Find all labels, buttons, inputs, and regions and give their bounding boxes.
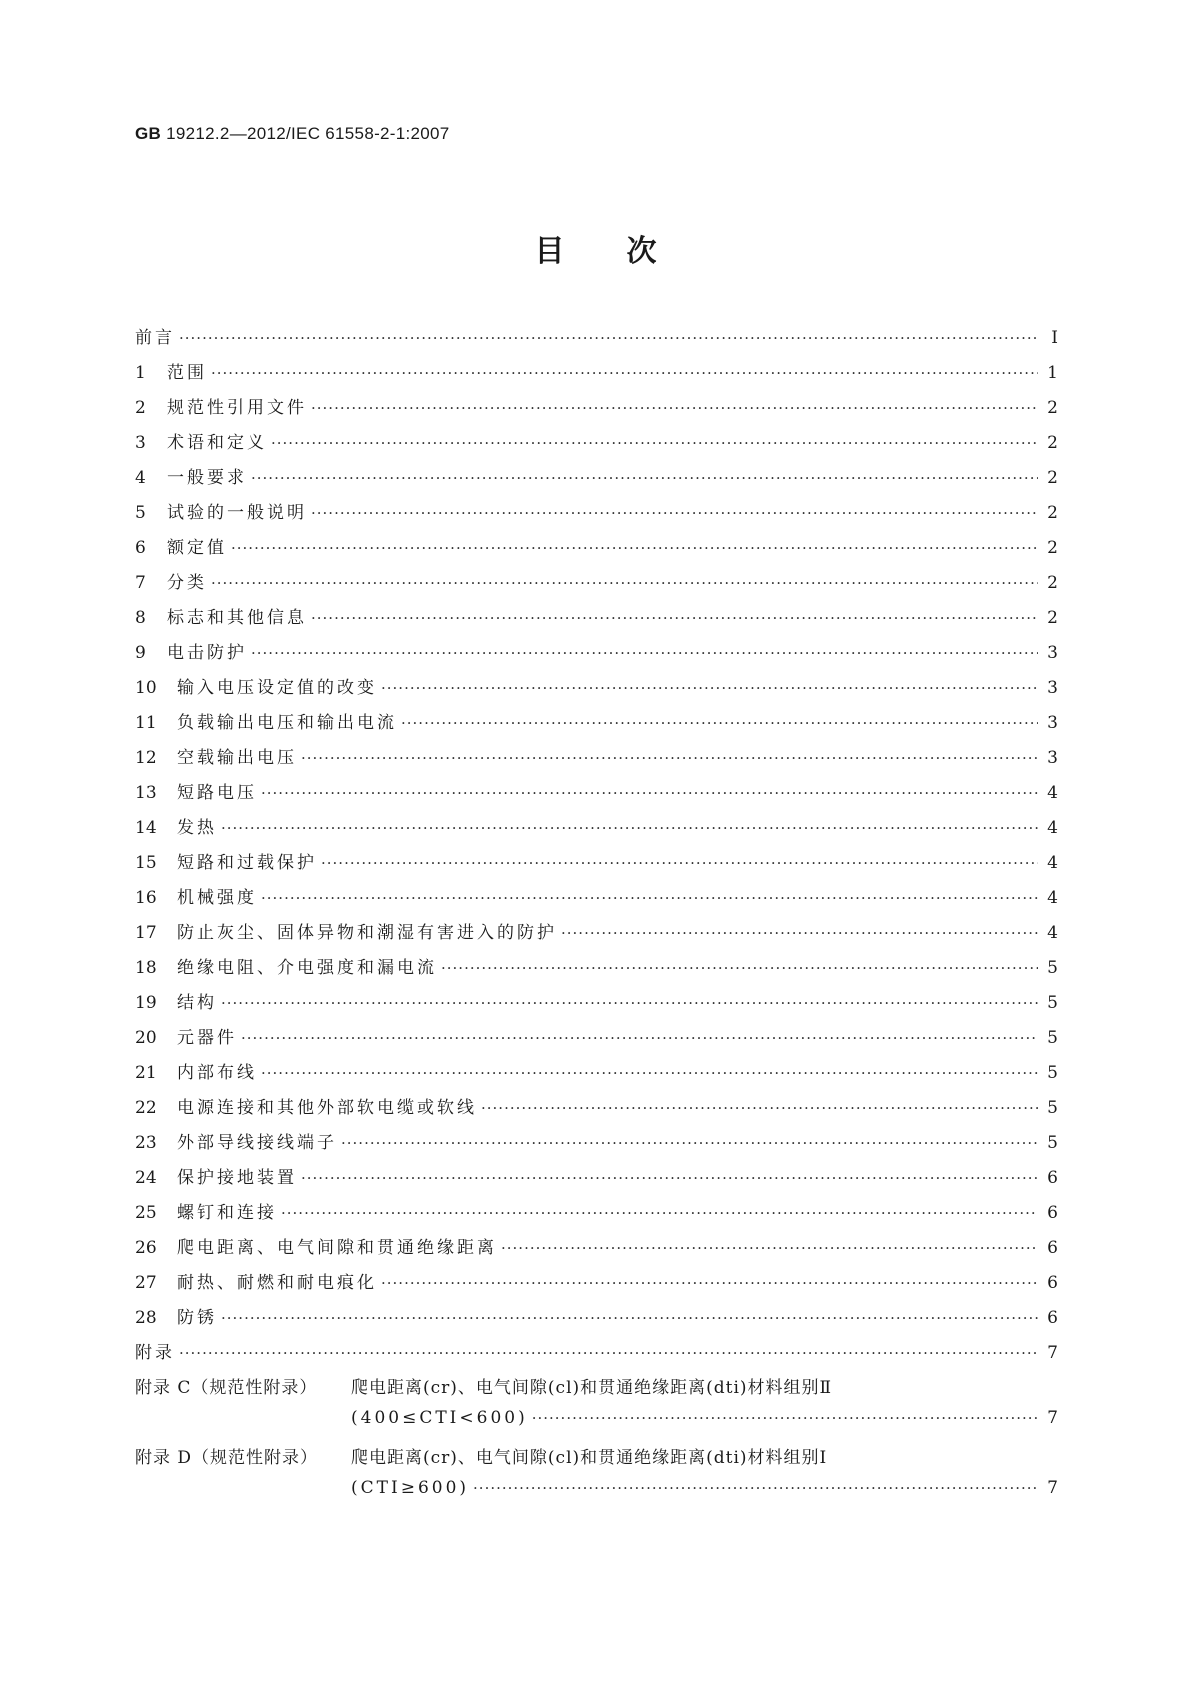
toc-entry-label: 前言 (135, 328, 175, 348)
toc-entry[interactable] (135, 358, 1058, 393)
toc-entry-label: 结构 (177, 993, 217, 1013)
toc-entry-number: 9 (135, 643, 146, 663)
toc-entry-number: 15 (135, 853, 157, 873)
toc-entry[interactable] (135, 813, 1058, 848)
toc-entry[interactable] (135, 638, 1058, 673)
toc-entry-page: 2 (1047, 468, 1058, 488)
toc-entry-number: 26 (135, 1238, 157, 1258)
toc-entry[interactable] (135, 1128, 1058, 1163)
leader-dots (311, 609, 1038, 627)
leader-dots (221, 1309, 1038, 1327)
toc-entry[interactable] (135, 708, 1058, 743)
toc-entry-label: 额定值 (167, 538, 227, 558)
toc-entry-number: 1 (135, 363, 146, 383)
toc-entry-page: Ⅰ (1051, 328, 1058, 348)
toc-entry-label: 保护接地装置 (177, 1168, 297, 1188)
leader-dots (321, 854, 1038, 872)
toc-entry-page: 4 (1047, 783, 1058, 803)
toc-entry[interactable] (135, 848, 1058, 883)
toc-entry-page: 6 (1047, 1238, 1058, 1258)
leader-dots (311, 399, 1038, 417)
leader-dots (179, 329, 1038, 347)
toc-entry-number: 2 (135, 398, 146, 418)
toc-entry-page: 5 (1047, 1098, 1058, 1118)
toc-entry-annex-d[interactable] (135, 1443, 1058, 1513)
leader-dots (211, 364, 1038, 382)
annex-d-subtitle: (CTI≥600) (351, 1478, 470, 1498)
annex-c-tag: 附录 C（规范性附录） (135, 1378, 318, 1398)
leader-dots (281, 1204, 1038, 1222)
toc-entry-number: 24 (135, 1168, 157, 1188)
toc-entry-page: 5 (1047, 1063, 1058, 1083)
leader-dots (501, 1239, 1038, 1257)
toc-entry[interactable] (135, 568, 1058, 603)
toc-entry[interactable] (135, 673, 1058, 708)
toc-entry[interactable] (135, 778, 1058, 813)
toc-entry[interactable] (135, 1023, 1058, 1058)
toc-entry-page: 3 (1047, 643, 1058, 663)
toc-entry[interactable] (135, 953, 1058, 988)
toc-entry[interactable] (135, 1163, 1058, 1198)
leader-dots (381, 679, 1038, 697)
toc-entry-number: 17 (135, 923, 157, 943)
toc-entry-label: 范围 (167, 363, 207, 383)
leader-dots (261, 1064, 1038, 1082)
toc-entry-page: 5 (1047, 958, 1058, 978)
toc-entry-page: 2 (1047, 503, 1058, 523)
leader-dots (221, 819, 1038, 837)
toc-entry-label: 附录 (135, 1343, 175, 1363)
leader-dots (221, 994, 1038, 1012)
standard-code-number: 19212.2—2012/IEC 61558-2-1:2007 (166, 124, 450, 143)
toc-entry-page: 3 (1047, 748, 1058, 768)
toc-entry-label: 试验的一般说明 (167, 503, 307, 523)
annex-d-title: 爬电距离(cr)、电气间隙(cl)和贯通绝缘距离(dti)材料组别Ⅰ (351, 1448, 828, 1468)
leader-dots (251, 469, 1038, 487)
toc-entry-page: 5 (1047, 993, 1058, 1013)
table-of-contents (135, 323, 1058, 1513)
leader-dots (261, 889, 1038, 907)
toc-entry[interactable] (135, 1058, 1058, 1093)
toc-entry[interactable] (135, 393, 1058, 428)
standard-code (135, 124, 450, 144)
toc-entry-label: 分类 (167, 573, 207, 593)
toc-entry-number: 10 (135, 678, 157, 698)
leader-dots (301, 749, 1038, 767)
toc-entry-page: 3 (1047, 713, 1058, 733)
toc-entry-page: 2 (1047, 573, 1058, 593)
leader-dots (179, 1344, 1038, 1362)
toc-entry-page: 4 (1047, 818, 1058, 838)
toc-entry-page: 6 (1047, 1203, 1058, 1223)
annex-c-page: 7 (1047, 1408, 1058, 1428)
toc-entry-label: 输入电压设定值的改变 (177, 678, 377, 698)
toc-items (135, 358, 1058, 1338)
annex-c-subtitle: (400≤CTI<600) (351, 1408, 528, 1428)
toc-entry[interactable] (135, 1093, 1058, 1128)
toc-entry-number: 14 (135, 818, 157, 838)
toc-entry-page: 2 (1047, 608, 1058, 628)
toc-entry-number: 4 (135, 468, 146, 488)
toc-entry-page: 1 (1047, 363, 1058, 383)
leader-dots (401, 714, 1038, 732)
toc-entry-page: 2 (1047, 398, 1058, 418)
toc-entry[interactable] (135, 1233, 1058, 1268)
toc-entry[interactable] (135, 1198, 1058, 1233)
toc-entry-annex-c[interactable] (135, 1373, 1058, 1443)
toc-entry-number: 16 (135, 888, 157, 908)
toc-entry[interactable] (135, 918, 1058, 953)
toc-entry-foreword[interactable] (135, 323, 1058, 358)
toc-entry-number: 8 (135, 608, 146, 628)
leader-dots (441, 959, 1038, 977)
toc-entry-number: 18 (135, 958, 157, 978)
toc-entry-number: 5 (135, 503, 146, 523)
toc-entry-number: 11 (135, 713, 157, 733)
toc-entry-label: 电源连接和其他外部软电缆或软线 (177, 1098, 477, 1118)
toc-entry[interactable] (135, 743, 1058, 778)
toc-entry-label: 标志和其他信息 (167, 608, 307, 628)
toc-entry-annex[interactable] (135, 1338, 1058, 1373)
leader-dots (301, 1169, 1038, 1187)
toc-entry[interactable] (135, 883, 1058, 918)
toc-entry-number: 20 (135, 1028, 157, 1048)
toc-entry-page: 2 (1047, 538, 1058, 558)
toc-entry-label: 术语和定义 (167, 433, 267, 453)
leader-dots (561, 924, 1038, 942)
leader-dots (311, 504, 1038, 522)
toc-entry-label: 防锈 (177, 1308, 217, 1328)
toc-entry-label: 防止灰尘、固体异物和潮湿有害进入的防护 (177, 923, 557, 943)
annex-c-title: 爬电距离(cr)、电气间隙(cl)和贯通绝缘距离(dti)材料组别Ⅱ (351, 1378, 833, 1398)
toc-entry-label: 短路电压 (177, 783, 257, 803)
toc-entry-label: 外部导线接线端子 (177, 1133, 337, 1153)
toc-entry-label: 螺钉和连接 (177, 1203, 277, 1223)
toc-entry[interactable] (135, 1268, 1058, 1303)
toc-entry-number: 22 (135, 1098, 157, 1118)
leader-dots (241, 1029, 1038, 1047)
toc-entry-label: 元器件 (177, 1028, 237, 1048)
leader-dots (271, 434, 1038, 452)
toc-entry[interactable] (135, 428, 1058, 463)
toc-entry-page: 2 (1047, 433, 1058, 453)
leader-dots (532, 1409, 1038, 1427)
toc-entry-number: 27 (135, 1273, 157, 1293)
toc-entry[interactable] (135, 603, 1058, 638)
toc-entry-number: 28 (135, 1308, 157, 1328)
toc-entry-label: 耐热、耐燃和耐电痕化 (177, 1273, 377, 1293)
toc-entry[interactable] (135, 533, 1058, 568)
leader-dots (473, 1479, 1038, 1497)
toc-entry-label: 爬电距离、电气间隙和贯通绝缘距离 (177, 1238, 497, 1258)
toc-entry-number: 23 (135, 1133, 157, 1153)
toc-entry-label: 绝缘电阻、介电强度和漏电流 (177, 958, 437, 978)
toc-entry-number: 12 (135, 748, 157, 768)
leader-dots (251, 644, 1038, 662)
leader-dots (211, 574, 1038, 592)
toc-entry-label: 规范性引用文件 (167, 398, 307, 418)
toc-entry-page: 7 (1047, 1343, 1058, 1363)
annex-d-page: 7 (1047, 1478, 1058, 1498)
standard-code-prefix: GB (135, 124, 162, 143)
page-title: 目次 (534, 234, 719, 269)
toc-entry-page: 6 (1047, 1168, 1058, 1188)
toc-entry-label: 空载输出电压 (177, 748, 297, 768)
leader-dots (381, 1274, 1038, 1292)
toc-entry-number: 19 (135, 993, 157, 1013)
leader-dots (261, 784, 1038, 802)
annex-d-tag: 附录 D（规范性附录） (135, 1448, 319, 1468)
toc-entry-label: 机械强度 (177, 888, 257, 908)
toc-entry-page: 4 (1047, 888, 1058, 908)
toc-entry-page: 6 (1047, 1308, 1058, 1328)
toc-entry[interactable] (135, 463, 1058, 498)
toc-entry-number: 6 (135, 538, 146, 558)
leader-dots (481, 1099, 1038, 1117)
toc-entry-page: 5 (1047, 1133, 1058, 1153)
toc-entry-number: 3 (135, 433, 146, 453)
toc-entry-number: 25 (135, 1203, 157, 1223)
toc-entry-number: 21 (135, 1063, 157, 1083)
toc-entry-page: 3 (1047, 678, 1058, 698)
toc-entry-label: 内部布线 (177, 1063, 257, 1083)
toc-entry-label: 负载输出电压和输出电流 (177, 713, 397, 733)
leader-dots (341, 1134, 1038, 1152)
toc-entry-page: 5 (1047, 1028, 1058, 1048)
toc-entry[interactable] (135, 498, 1058, 533)
toc-entry-page: 6 (1047, 1273, 1058, 1293)
toc-entry-label: 电击防护 (167, 643, 247, 663)
toc-entry-page: 4 (1047, 853, 1058, 873)
toc-entry[interactable] (135, 988, 1058, 1023)
toc-entry-number: 13 (135, 783, 157, 803)
leader-dots (231, 539, 1038, 557)
toc-entry[interactable] (135, 1303, 1058, 1338)
toc-entry-page: 4 (1047, 923, 1058, 943)
toc-entry-label: 短路和过载保护 (177, 853, 317, 873)
toc-entry-number: 7 (135, 573, 146, 593)
toc-entry-label: 发热 (177, 818, 217, 838)
toc-entry-label: 一般要求 (167, 468, 247, 488)
